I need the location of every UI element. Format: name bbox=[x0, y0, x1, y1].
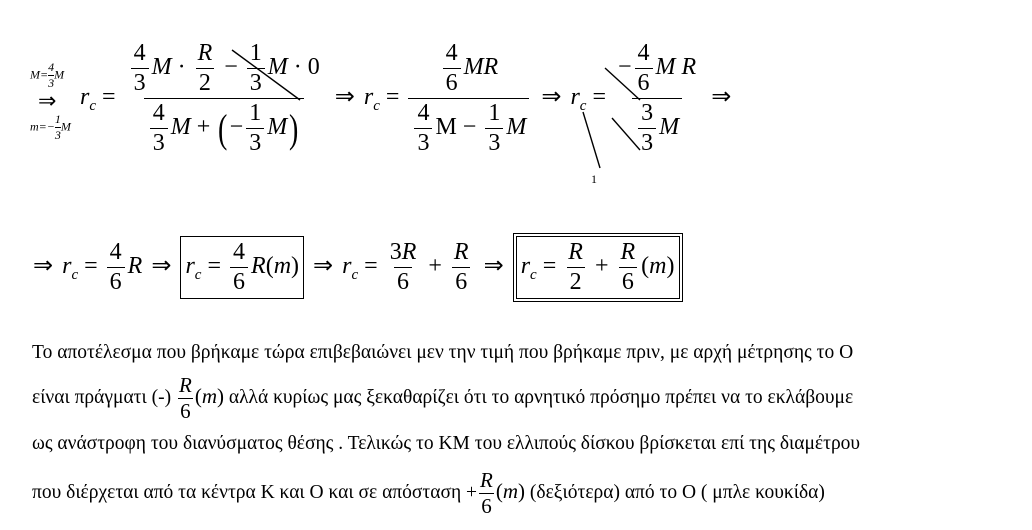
substitution-bottom: m=− $\frac{1}{3}$ M bbox=[30, 112, 71, 142]
rc-symbol: r bbox=[80, 84, 90, 111]
equation-row-1: $r_c$ = $\frac{4}{3}$ M · $\frac{R}{2}$ − $\frac{1}{3}$ M · 0 $\frac{4}{3}$ M + (− $\frac{1}{3}$ M) ⇒ $r_c$ = $\frac{4}{6}$ MR $\frac{4}{3}$ M − $\frac{1}{3}$ M ⇒ $r_c$ = − $\frac{4}{6}$ M R $\frac{3}{3}$ M ⇒ bbox=[80, 40, 732, 156]
substitution-top: M= $\frac{4}{3}$ M bbox=[30, 60, 65, 90]
paragraph-line-2: είναι πράγματι (-) $\frac{R}{6}$ (m) αλλά κυρίως μας ξεκαθαρίζει ότι το αρνητικό πρόσημο πρέπει να το εκλάβουμε bbox=[32, 373, 854, 423]
paragraph-line-3: ως ανάστροφη του διανύσματος θέσης . Τελικώς το ΚΜ του ελλιπούς δίσκου βρίσκεται επί της διαμέτρου bbox=[32, 433, 861, 454]
implies-arrow: ⇒ bbox=[38, 89, 57, 114]
fraction-step1: $\frac{4}{3}$ M · $\frac{R}{2}$ − $\frac{1}{3}$ M · 0 $\frac{4}{3}$ M + (− $\frac{1}{3}$ M) bbox=[125, 40, 323, 157]
fraction-step2: $\frac{4}{6}$ MR $\frac{4}{3}$ M − $\frac{1}{3}$ M bbox=[408, 40, 529, 157]
boxed-result-2: $r_c$ = $\frac{R}{2}$ + $\frac{R}{6}$ (m) bbox=[513, 233, 683, 302]
paragraph-line-4: που διέρχεται από τα κέντρα Κ και Ο και σε απόσταση + $\frac{R}{6}$ (m) (δεξιότερα) από το Ο ( μπλε κουκίδα) bbox=[32, 468, 825, 518]
boxed-result-1: $r_c$ = $\frac{4}{6}$ R(m) bbox=[180, 236, 304, 299]
cancel-note: 1 bbox=[591, 172, 597, 186]
fraction-step3: − $\frac{4}{6}$ M R $\frac{3}{3}$ M bbox=[618, 40, 697, 156]
fraction-R-over-6: $\frac{R}{6}$ bbox=[178, 373, 192, 423]
paragraph-line-1: Το αποτέλεσμα που βρήκαμε τώρα επιβεβαιώνει μεν την τιμή που βρήκαμε πριν, με αρχή μέτρησης το Ο bbox=[32, 342, 854, 363]
equation-row-2: ⇒ $r_c$ = $\frac{4}{6}$ R ⇒ $r_c$ = $\frac{4}{6}$ R(m) ⇒ $r_c$ = $\frac{3R}{6}$ + $\frac{R}{6}$ ⇒ $r_c$ = $\frac{R}{2}$ + $\frac{R}{6}$ (m) bbox=[30, 233, 683, 302]
fraction-R-over-6-b: $\frac{R}{6}$ bbox=[480, 468, 493, 518]
